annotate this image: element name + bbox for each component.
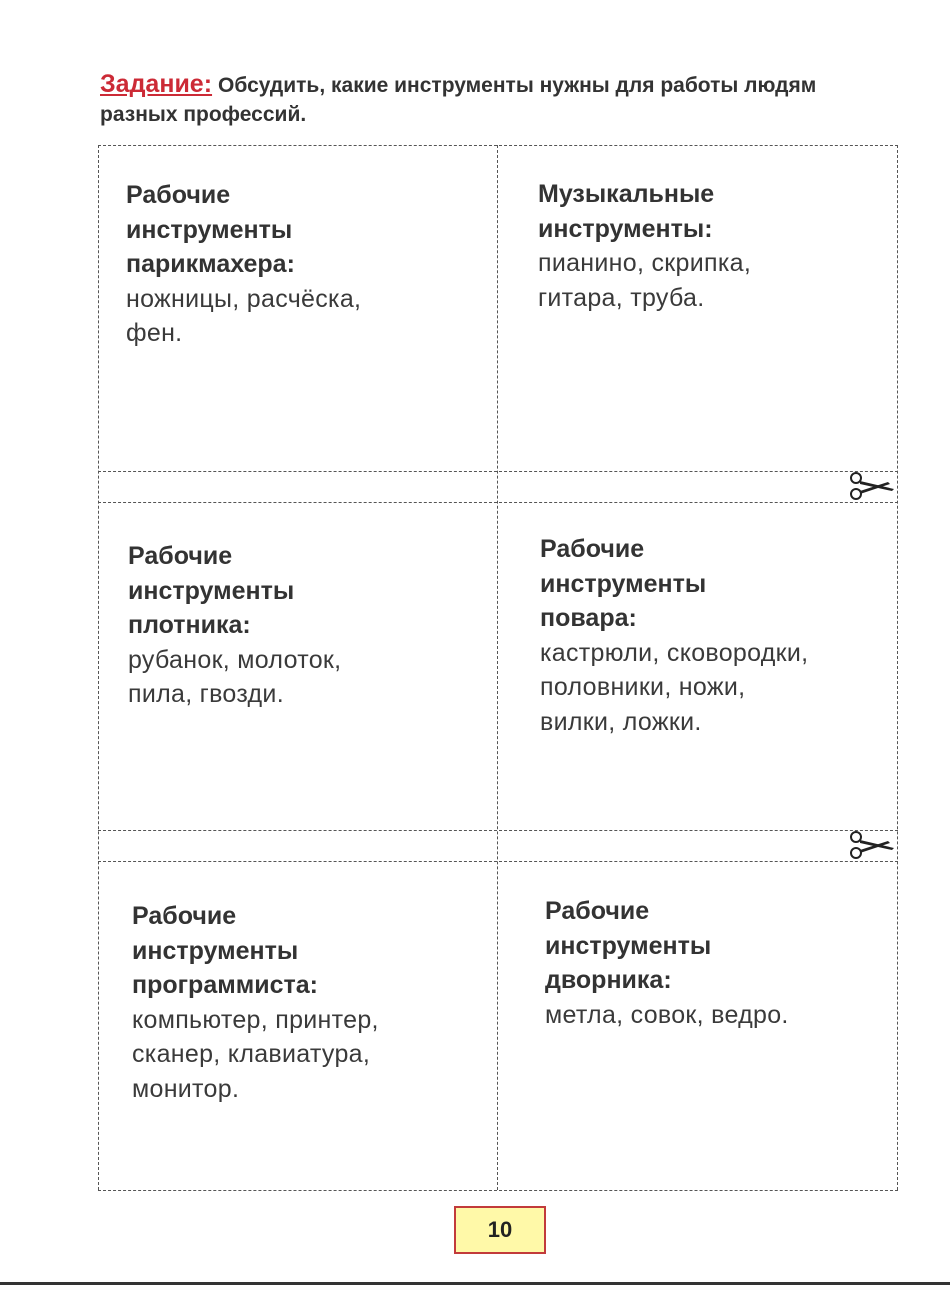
card-title-line: Музыкальные — [538, 180, 715, 208]
task-text: Обсудить, какие инструменты нужны для работы людям разных профессий. — [100, 74, 817, 126]
card-title-line: повара: — [540, 604, 637, 632]
card-cook — [540, 532, 808, 739]
cut-line — [98, 830, 898, 831]
card-title — [540, 532, 808, 636]
card-items — [545, 998, 789, 1033]
card-items-line: кастрюли, сковородки, — [540, 638, 809, 667]
card-title-line: Рабочие — [128, 542, 233, 570]
card-title-line: Рабочие — [126, 181, 231, 209]
card-items-line: ножницы, расчёска, — [126, 284, 362, 313]
card-title — [538, 177, 751, 246]
card-title-line: дворника: — [545, 966, 672, 994]
card-janitor — [545, 894, 789, 1032]
cut-line — [98, 145, 898, 146]
card-title-line: парикмахера: — [126, 250, 295, 278]
card-items-line: пианино, скрипка, — [538, 249, 752, 277]
card-title — [128, 539, 341, 643]
cut-line — [98, 861, 898, 862]
card-title-line: инструменты — [128, 576, 295, 605]
card-items-line: пила, гвозди. — [128, 680, 284, 708]
card-title-line: инструменты: — [538, 214, 713, 243]
card-items-line: гитара, труба. — [538, 283, 705, 312]
card-title — [126, 178, 361, 282]
card-title-line: инструменты — [132, 936, 299, 965]
task-label: Задание: — [100, 70, 213, 98]
card-items-line: половники, ножи, — [540, 673, 746, 701]
card-title — [132, 899, 379, 1003]
card-items — [126, 282, 361, 351]
card-items — [128, 643, 341, 712]
cut-line — [98, 502, 898, 503]
page-bottom-border — [0, 1282, 950, 1285]
card-items-line: компьютер, принтер, — [132, 1005, 379, 1034]
card-title-line: Рабочие — [545, 897, 650, 925]
card-title-line: инструменты — [126, 215, 293, 244]
card-items-line: рубанок, молоток, — [128, 645, 342, 674]
card-items — [540, 636, 808, 740]
scissors-icon — [848, 470, 896, 502]
card-title-line: Рабочие — [540, 535, 645, 563]
card-programmer — [132, 899, 379, 1106]
scissors-icon — [848, 829, 896, 861]
cut-line — [98, 471, 898, 472]
cut-line — [98, 145, 99, 1190]
card-items — [132, 1003, 379, 1107]
cut-line — [897, 145, 898, 1190]
card-hairdresser — [126, 178, 361, 351]
cut-line — [497, 145, 498, 1190]
card-title-line: инструменты — [545, 931, 712, 960]
card-carpenter — [128, 539, 341, 712]
card-title-line: программиста: — [132, 971, 318, 999]
card-title — [545, 894, 789, 998]
card-items-line: вилки, ложки. — [540, 707, 702, 736]
card-title-line: Рабочие — [132, 902, 237, 930]
cut-line — [98, 1190, 898, 1191]
task-instruction — [100, 70, 840, 129]
card-items-line: сканер, клавиатура, — [132, 1040, 371, 1068]
card-items-line: монитор. — [132, 1074, 240, 1103]
card-title-line: плотника: — [128, 611, 251, 639]
card-items-line: фен. — [126, 319, 183, 347]
page-number: 10 — [454, 1206, 546, 1254]
card-title-line: инструменты — [540, 569, 707, 598]
card-musical — [538, 177, 751, 315]
card-items — [538, 246, 751, 315]
card-items-line: метла, совок, ведро. — [545, 1000, 789, 1029]
